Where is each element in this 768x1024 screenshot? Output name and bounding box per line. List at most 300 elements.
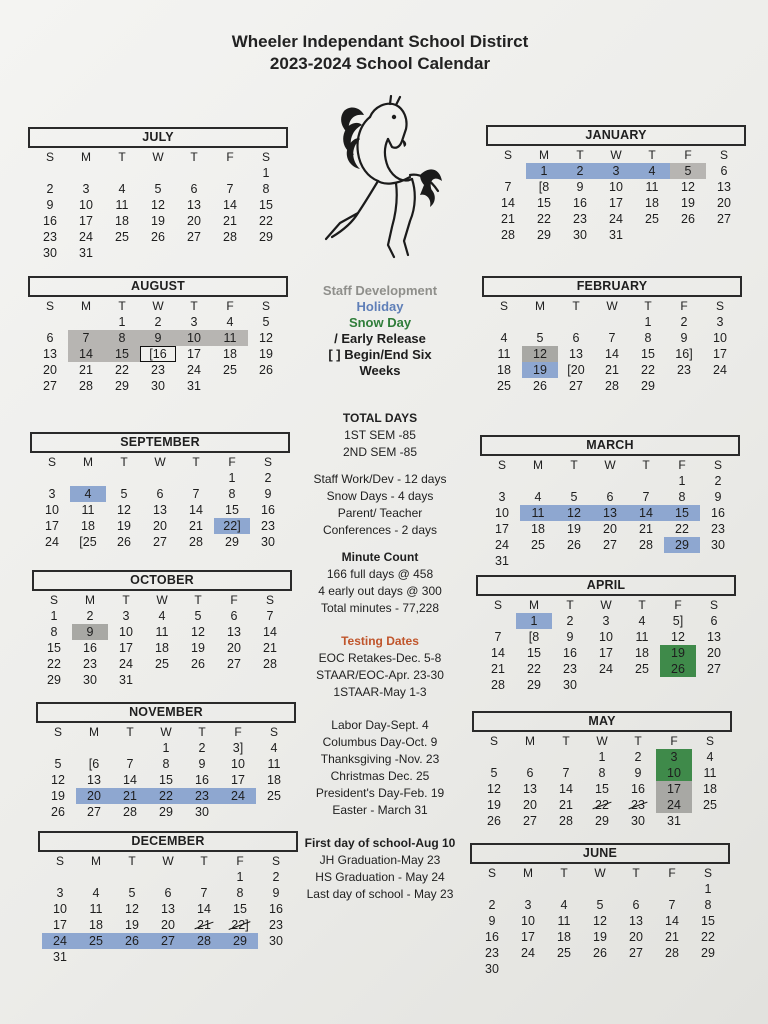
day-cell (212, 362, 248, 378)
day-number: 24 (667, 798, 681, 812)
day-cell (620, 797, 656, 813)
day-number: 23 (195, 789, 209, 803)
day-cell (664, 537, 700, 553)
empty-day-cell (68, 165, 104, 181)
day-number: 19 (671, 646, 685, 660)
empty-day-cell (32, 165, 68, 181)
day-cell (258, 933, 294, 949)
week-row (42, 869, 294, 885)
day-number: 27 (43, 379, 57, 393)
day-number: 27 (569, 379, 583, 393)
day-number: 7 (608, 331, 616, 345)
day-cell (700, 537, 736, 553)
day-number: 2 (680, 315, 688, 329)
day-cell (114, 933, 150, 949)
day-number: 3 (56, 886, 64, 900)
day-cell (40, 756, 76, 772)
day-number: 4 (638, 614, 646, 628)
day-number: 24 (713, 363, 727, 377)
week-row (476, 813, 728, 829)
week-row (490, 195, 742, 211)
legend-begin-end-six: [ ] Begin/End Six (328, 347, 432, 362)
day-cell (252, 640, 288, 656)
day-number: 17 (187, 347, 201, 361)
weekday-label: W (610, 148, 622, 162)
day-cell (692, 797, 728, 813)
day-number: 29 (537, 228, 551, 242)
day-number: 5 (262, 315, 270, 329)
empty-day-cell (222, 949, 258, 965)
day-cell (692, 781, 728, 797)
day-number: 8 (118, 331, 126, 345)
day-cell (486, 346, 522, 362)
day-number: 21 (263, 641, 277, 655)
month-header: MAY (472, 711, 732, 732)
weekday-label: S (489, 734, 498, 748)
week-row (32, 181, 284, 197)
day-cell (474, 961, 510, 977)
day-number: 13 (187, 198, 201, 212)
day-number: 6 (156, 487, 164, 501)
week-row (42, 949, 294, 965)
day-number: 11 (115, 198, 129, 212)
empty-day-cell (700, 553, 736, 569)
day-number: 17 (609, 196, 623, 210)
day-number: 29 (225, 535, 239, 549)
day-cell (256, 772, 292, 788)
week-row (32, 197, 284, 213)
weekday-label: S (487, 866, 496, 880)
day-cell (660, 629, 696, 645)
day-cell (510, 913, 546, 929)
day-number: 18 (557, 930, 571, 944)
day-cell (42, 901, 78, 917)
day-cell (634, 179, 670, 195)
day-number: [25 (79, 535, 97, 549)
weekday-label: T (634, 734, 642, 748)
weekday-label: T (198, 725, 206, 739)
day-number: 23 (269, 918, 283, 932)
empty-day-cell (258, 949, 294, 965)
weekday-label: W (152, 150, 164, 164)
empty-day-cell (582, 961, 618, 977)
day-cell (184, 756, 220, 772)
weekday-label: S (719, 148, 728, 162)
weekday-label: T (118, 299, 126, 313)
week-row (474, 881, 726, 897)
day-number: 4 (648, 164, 656, 178)
weekday-label: F (226, 150, 234, 164)
day-cell (32, 229, 68, 245)
day-number: 1 (228, 471, 236, 485)
empty-day-cell (628, 553, 664, 569)
day-number: 29 (233, 934, 247, 948)
day-number: 19 (681, 196, 695, 210)
day-cell (140, 213, 176, 229)
day-cell (522, 346, 558, 362)
day-number: 25 (557, 946, 571, 960)
day-number: 12 (51, 773, 65, 787)
day-number: 10 (667, 766, 681, 780)
day-number: 31 (79, 246, 93, 260)
day-number: 16 (563, 646, 577, 660)
day-cell (552, 613, 588, 629)
week-row (474, 913, 726, 929)
day-cell (148, 804, 184, 820)
day-cell (484, 553, 520, 569)
day-number: 27 (227, 657, 241, 671)
day-number: 11 (635, 630, 649, 644)
day-number: 21 (79, 363, 93, 377)
day-number: 10 (495, 506, 509, 520)
day-cell (176, 229, 212, 245)
day-number: 31 (119, 673, 133, 687)
day-number: 23 (573, 212, 587, 226)
empty-day-cell (42, 869, 78, 885)
day-cell (692, 765, 728, 781)
day-number: 11 (645, 180, 659, 194)
day-number: 1 (598, 750, 606, 764)
day-number: 5 (596, 898, 604, 912)
weekday-label: S (499, 299, 508, 313)
weekday-header-row (486, 298, 738, 314)
day-cell (250, 486, 286, 502)
weekday-header-row (36, 592, 288, 608)
empty-day-cell (670, 227, 706, 243)
day-cell (664, 521, 700, 537)
day-number: 30 (83, 673, 97, 687)
weekday-label: F (684, 148, 692, 162)
day-number: 6 (720, 164, 728, 178)
weekday-label: S (709, 598, 718, 612)
empty-day-cell (512, 749, 548, 765)
day-number: 25 (497, 379, 511, 393)
day-cell (620, 813, 656, 829)
day-cell (186, 933, 222, 949)
day-cell (142, 534, 178, 550)
day-number: 9 (714, 490, 722, 504)
day-number: 14 (123, 773, 137, 787)
day-cell (142, 502, 178, 518)
day-number: 26 (151, 230, 165, 244)
week-row (36, 640, 288, 656)
day-cell (584, 749, 620, 765)
day-cell (548, 765, 584, 781)
day-number: 29 (527, 678, 541, 692)
day-cell (216, 640, 252, 656)
day-cell (558, 346, 594, 362)
weekday-label: T (120, 455, 128, 469)
weekday-label: T (126, 725, 134, 739)
day-number: 1 (118, 315, 126, 329)
day-number: 13 (603, 506, 617, 520)
weekday-header-row (32, 149, 284, 165)
day-number: 13 (717, 180, 731, 194)
day-cell (582, 945, 618, 961)
day-cell (588, 645, 624, 661)
weekday-label: S (703, 866, 712, 880)
weekday-label: W (604, 458, 616, 472)
day-cell (634, 163, 670, 179)
day-number: 25 (635, 662, 649, 676)
empty-day-cell (140, 245, 176, 261)
day-number: 22 (47, 657, 61, 671)
day-cell (214, 486, 250, 502)
weekday-label: F (226, 299, 234, 313)
day-number: 19 (593, 930, 607, 944)
month-grid (32, 149, 284, 261)
day-cell (76, 788, 112, 804)
day-cell (176, 314, 212, 330)
day-cell (702, 314, 738, 330)
day-number: 26 (533, 379, 547, 393)
day-number: 27 (187, 230, 201, 244)
day-cell (486, 362, 522, 378)
total-minutes: Total minutes - 77,228 (320, 601, 440, 615)
day-number: 31 (53, 950, 67, 964)
day-cell (248, 314, 284, 330)
month-january (490, 125, 742, 243)
day-number: 18 (635, 646, 649, 660)
day-number: 10 (45, 503, 59, 517)
empty-day-cell (690, 961, 726, 977)
day-cell (32, 378, 68, 394)
day-cell (654, 913, 690, 929)
day-cell (696, 613, 732, 629)
weekday-label: T (644, 299, 652, 313)
day-cell (70, 486, 106, 502)
day-number: 17 (119, 641, 133, 655)
week-row (40, 740, 292, 756)
weekday-label: M (81, 150, 91, 164)
day-cell (36, 624, 72, 640)
day-cell (42, 949, 78, 965)
day-number: 20 (707, 646, 721, 660)
day-number: 27 (629, 946, 643, 960)
day-cell (248, 362, 284, 378)
day-number: 20 (603, 522, 617, 536)
week-row (486, 314, 738, 330)
empty-day-cell (696, 677, 732, 693)
week-row (484, 553, 736, 569)
day-number: 21 (559, 798, 573, 812)
day-cell (700, 489, 736, 505)
day-cell (634, 195, 670, 211)
day-number: 22 (159, 789, 173, 803)
day-cell (186, 885, 222, 901)
empty-day-cell (618, 961, 654, 977)
day-number: 27 (87, 805, 101, 819)
weekday-label: M (81, 299, 91, 313)
day-cell (32, 362, 68, 378)
day-number: 27 (717, 212, 731, 226)
day-number: 26 (671, 662, 685, 676)
day-number: 9 (566, 630, 574, 644)
empty-day-cell (592, 553, 628, 569)
day-number: 4 (706, 750, 714, 764)
day-number: 13 (87, 773, 101, 787)
day-number: 1 (50, 609, 58, 623)
day-cell (104, 314, 140, 330)
day-cell (76, 772, 112, 788)
day-cell (620, 765, 656, 781)
week-row (484, 473, 736, 489)
day-number: 26 (191, 657, 205, 671)
day-number: 24 (45, 535, 59, 549)
day-number: 9 (264, 487, 272, 501)
day-number: 26 (593, 946, 607, 960)
day-number: 14 (501, 196, 515, 210)
hs-graduation: HS Graduation - May 24 (315, 870, 445, 884)
day-number: 20 (187, 214, 201, 228)
day-cell (474, 913, 510, 929)
weekday-label: S (261, 299, 270, 313)
day-cell (480, 629, 516, 645)
empty-day-cell (692, 813, 728, 829)
day-number: 24 (53, 934, 67, 948)
week-row (36, 624, 288, 640)
day-number: 22 (259, 214, 273, 228)
day-number: 3 (48, 487, 56, 501)
day-cell (510, 897, 546, 913)
day-number: 7 (668, 898, 676, 912)
day-cell (630, 362, 666, 378)
day-number: 2 (86, 609, 94, 623)
day-cell (620, 749, 656, 765)
day-number: 7 (562, 766, 570, 780)
day-cell (178, 534, 214, 550)
day-cell (562, 211, 598, 227)
day-number: 15 (701, 914, 715, 928)
eoc-retakes: EOC Retakes-Dec. 5-8 (318, 651, 442, 665)
day-number: 10 (119, 625, 133, 639)
day-cell (148, 772, 184, 788)
day-cell (562, 195, 598, 211)
day-number: 2 (634, 750, 642, 764)
day-cell (108, 624, 144, 640)
day-cell (36, 640, 72, 656)
day-cell (250, 470, 286, 486)
day-number: 16 (711, 506, 725, 520)
week-row (32, 314, 284, 330)
empty-day-cell (546, 881, 582, 897)
day-number: 10 (79, 198, 93, 212)
day-number: 16 (573, 196, 587, 210)
day-cell (40, 788, 76, 804)
day-cell (212, 197, 248, 213)
day-number: 6 (606, 490, 614, 504)
month-header: JANUARY (486, 125, 746, 146)
day-cell (42, 933, 78, 949)
day-cell (114, 901, 150, 917)
jh-graduation: JH Graduation-May 23 (319, 853, 441, 867)
day-cell (72, 672, 108, 688)
day-number: 28 (223, 230, 237, 244)
weekday-header-row (490, 147, 742, 163)
day-cell (106, 502, 142, 518)
day-cell (248, 346, 284, 362)
day-cell (592, 505, 628, 521)
day-number: 13 (569, 347, 583, 361)
empty-day-cell (480, 613, 516, 629)
day-number: 2 (198, 741, 206, 755)
day-number: 4 (560, 898, 568, 912)
empty-day-cell (114, 869, 150, 885)
day-cell (32, 330, 68, 346)
day-number: 5 (570, 490, 578, 504)
day-number: 30 (711, 538, 725, 552)
day-number: 15 (225, 503, 239, 517)
empty-day-cell (510, 881, 546, 897)
day-cell (216, 624, 252, 640)
day-number: 2 (714, 474, 722, 488)
weekday-label: T (190, 299, 198, 313)
day-number: 21 (665, 930, 679, 944)
day-number: 8 (50, 625, 58, 639)
day-number: 18 (155, 641, 169, 655)
day-number: 18 (497, 363, 511, 377)
day-number: 17 (45, 519, 59, 533)
day-number: 19 (259, 347, 273, 361)
day-cell (670, 211, 706, 227)
month-march (484, 435, 736, 569)
day-number: 1 (678, 474, 686, 488)
last-day-of-school: Last day of school - May 23 (306, 887, 454, 901)
week-row (480, 677, 732, 693)
weekday-header-row (40, 724, 292, 740)
day-cell (582, 897, 618, 913)
week-row (486, 362, 738, 378)
day-number: 14 (79, 347, 93, 361)
day-number: 17 (713, 347, 727, 361)
weekday-label: W (600, 598, 612, 612)
day-cell (252, 608, 288, 624)
day-number: 25 (267, 789, 281, 803)
day-number: 5 (128, 886, 136, 900)
day-cell (556, 505, 592, 521)
weekday-label: F (230, 593, 238, 607)
day-cell (598, 195, 634, 211)
month-october (36, 570, 288, 688)
day-number: 29 (159, 805, 173, 819)
day-cell (68, 330, 104, 346)
day-cell (474, 945, 510, 961)
day-cell (670, 163, 706, 179)
day-cell (144, 624, 180, 640)
day-number: 4 (270, 741, 278, 755)
month-february (486, 276, 738, 394)
day-cell (184, 788, 220, 804)
day-number: 17 (599, 646, 613, 660)
day-number: 31 (187, 379, 201, 393)
day-cell (144, 640, 180, 656)
weekday-label: W (154, 455, 166, 469)
day-number: 1 (530, 614, 538, 628)
day-cell (78, 901, 114, 917)
day-cell (516, 613, 552, 629)
day-number: 20 (43, 363, 57, 377)
day-number: 21 (123, 789, 137, 803)
week-row (42, 933, 294, 949)
weekday-label: M (529, 598, 539, 612)
day-cell (32, 346, 68, 362)
day-number: 8 (644, 331, 652, 345)
day-number: 9 (86, 625, 94, 639)
day-number: 7 (126, 757, 134, 771)
day-number: 29 (47, 673, 61, 687)
weekday-label: M (525, 734, 535, 748)
day-number: 2 (46, 182, 54, 196)
